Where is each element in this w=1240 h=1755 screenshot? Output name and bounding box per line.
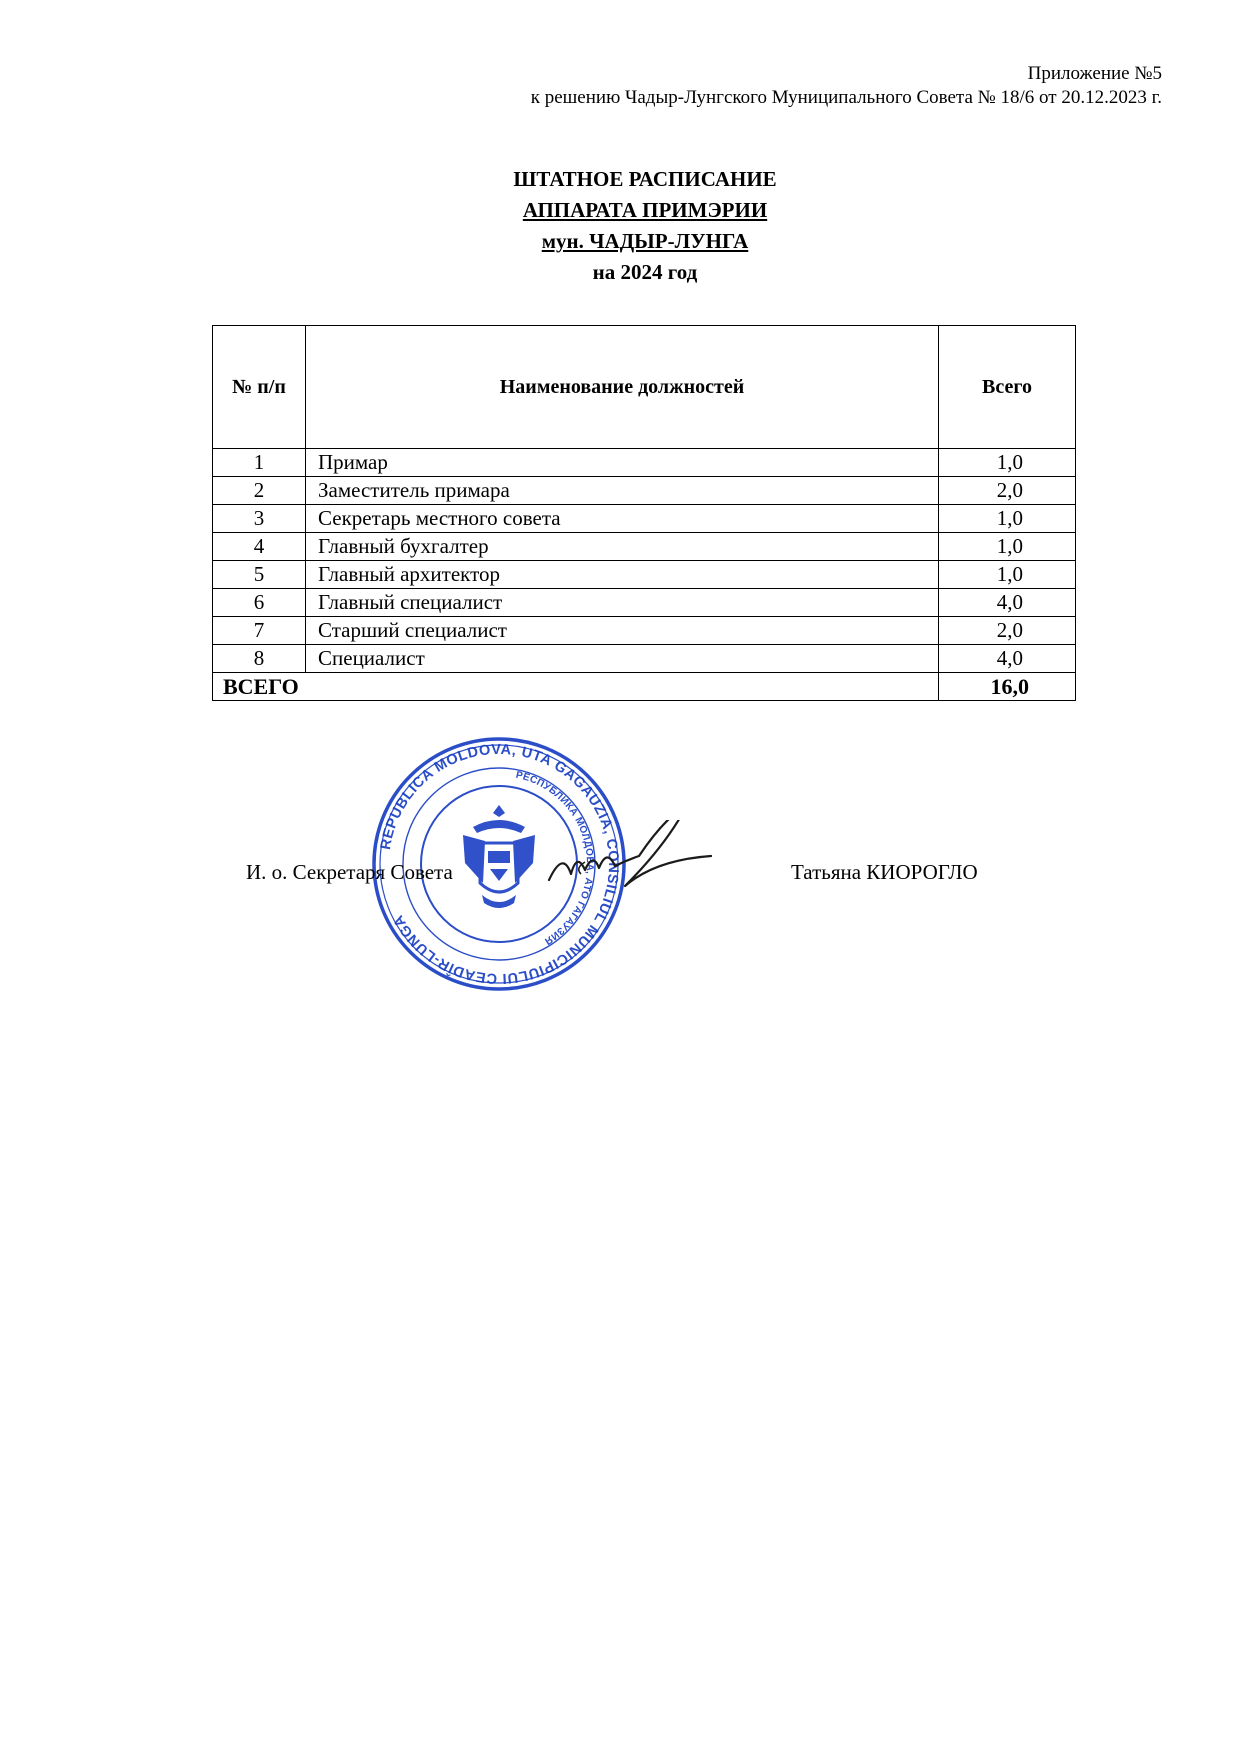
title-line-3: мун. ЧАДЫР-ЛУНГА	[541, 229, 749, 253]
signatory-name: Татьяна КИОРОГЛО	[791, 860, 978, 884]
row-number: 2	[213, 477, 306, 505]
row-total: 1,0	[939, 449, 1076, 477]
table-summary-row	[213, 673, 1076, 701]
table-header-row	[213, 326, 1076, 449]
row-position: Специалист	[306, 645, 939, 673]
row-total: 4,0	[939, 589, 1076, 617]
row-position: Старший специалист	[306, 617, 939, 645]
table-row	[213, 449, 1076, 477]
document-title	[0, 164, 1240, 288]
table-row	[213, 505, 1076, 533]
row-total: 1,0	[939, 505, 1076, 533]
row-total: 2,0	[939, 617, 1076, 645]
handwritten-signature	[545, 820, 715, 900]
row-position: Заместитель примара	[306, 477, 939, 505]
table-row	[213, 617, 1076, 645]
title-line-4: на 2024 год	[592, 260, 698, 284]
table-row	[213, 589, 1076, 617]
table-row	[213, 533, 1076, 561]
table-row	[213, 645, 1076, 673]
row-number: 1	[213, 449, 306, 477]
appendix-note	[531, 62, 1162, 110]
table-row	[213, 561, 1076, 589]
header-position: Наименование должностей	[306, 326, 939, 449]
row-position: Главный бухгалтер	[306, 533, 939, 561]
seal-outer-text-path: REPUBLICA MOLDOVA, UTA GAGAUZIA, CONSILIUL MUNICIPIULUI CEADÎR-LUNGA	[377, 741, 622, 987]
row-number: 8	[213, 645, 306, 673]
title-line-1: ШТАТНОЕ РАСПИСАНИЕ	[513, 167, 777, 191]
row-position: Главный специалист	[306, 589, 939, 617]
coat-of-arms-icon	[463, 805, 535, 908]
signatory-role: И. о. Секретаря Совета	[246, 860, 453, 884]
header-number: № п/п	[213, 326, 306, 449]
title-line-2: АППАРАТА ПРИМЭРИИ	[522, 198, 768, 222]
row-total: 1,0	[939, 533, 1076, 561]
row-position: Главный архитектор	[306, 561, 939, 589]
row-number: 5	[213, 561, 306, 589]
row-number: 4	[213, 533, 306, 561]
row-number: 3	[213, 505, 306, 533]
summary-label: ВСЕГО	[213, 673, 939, 701]
seal-inner-text-path: РЕСПУБЛИКА МОЛДОВА, АТО ГАГАУЗИЯ	[514, 769, 596, 947]
table-row	[213, 477, 1076, 505]
row-total: 4,0	[939, 645, 1076, 673]
staff-table	[212, 325, 1076, 701]
row-total: 2,0	[939, 477, 1076, 505]
row-number: 7	[213, 617, 306, 645]
row-number: 6	[213, 589, 306, 617]
appendix-number: Приложение №5	[1027, 63, 1162, 84]
row-total: 1,0	[939, 561, 1076, 589]
summary-total: 16,0	[939, 673, 1076, 701]
appendix-decision-reference: к решению Чадыр-Лунгского Муниципального Совета № 18/6 от 20.12.2023 г.	[530, 87, 1162, 108]
row-position: Примар	[306, 449, 939, 477]
header-total: Всего	[939, 326, 1076, 449]
row-position: Секретарь местного совета	[306, 505, 939, 533]
